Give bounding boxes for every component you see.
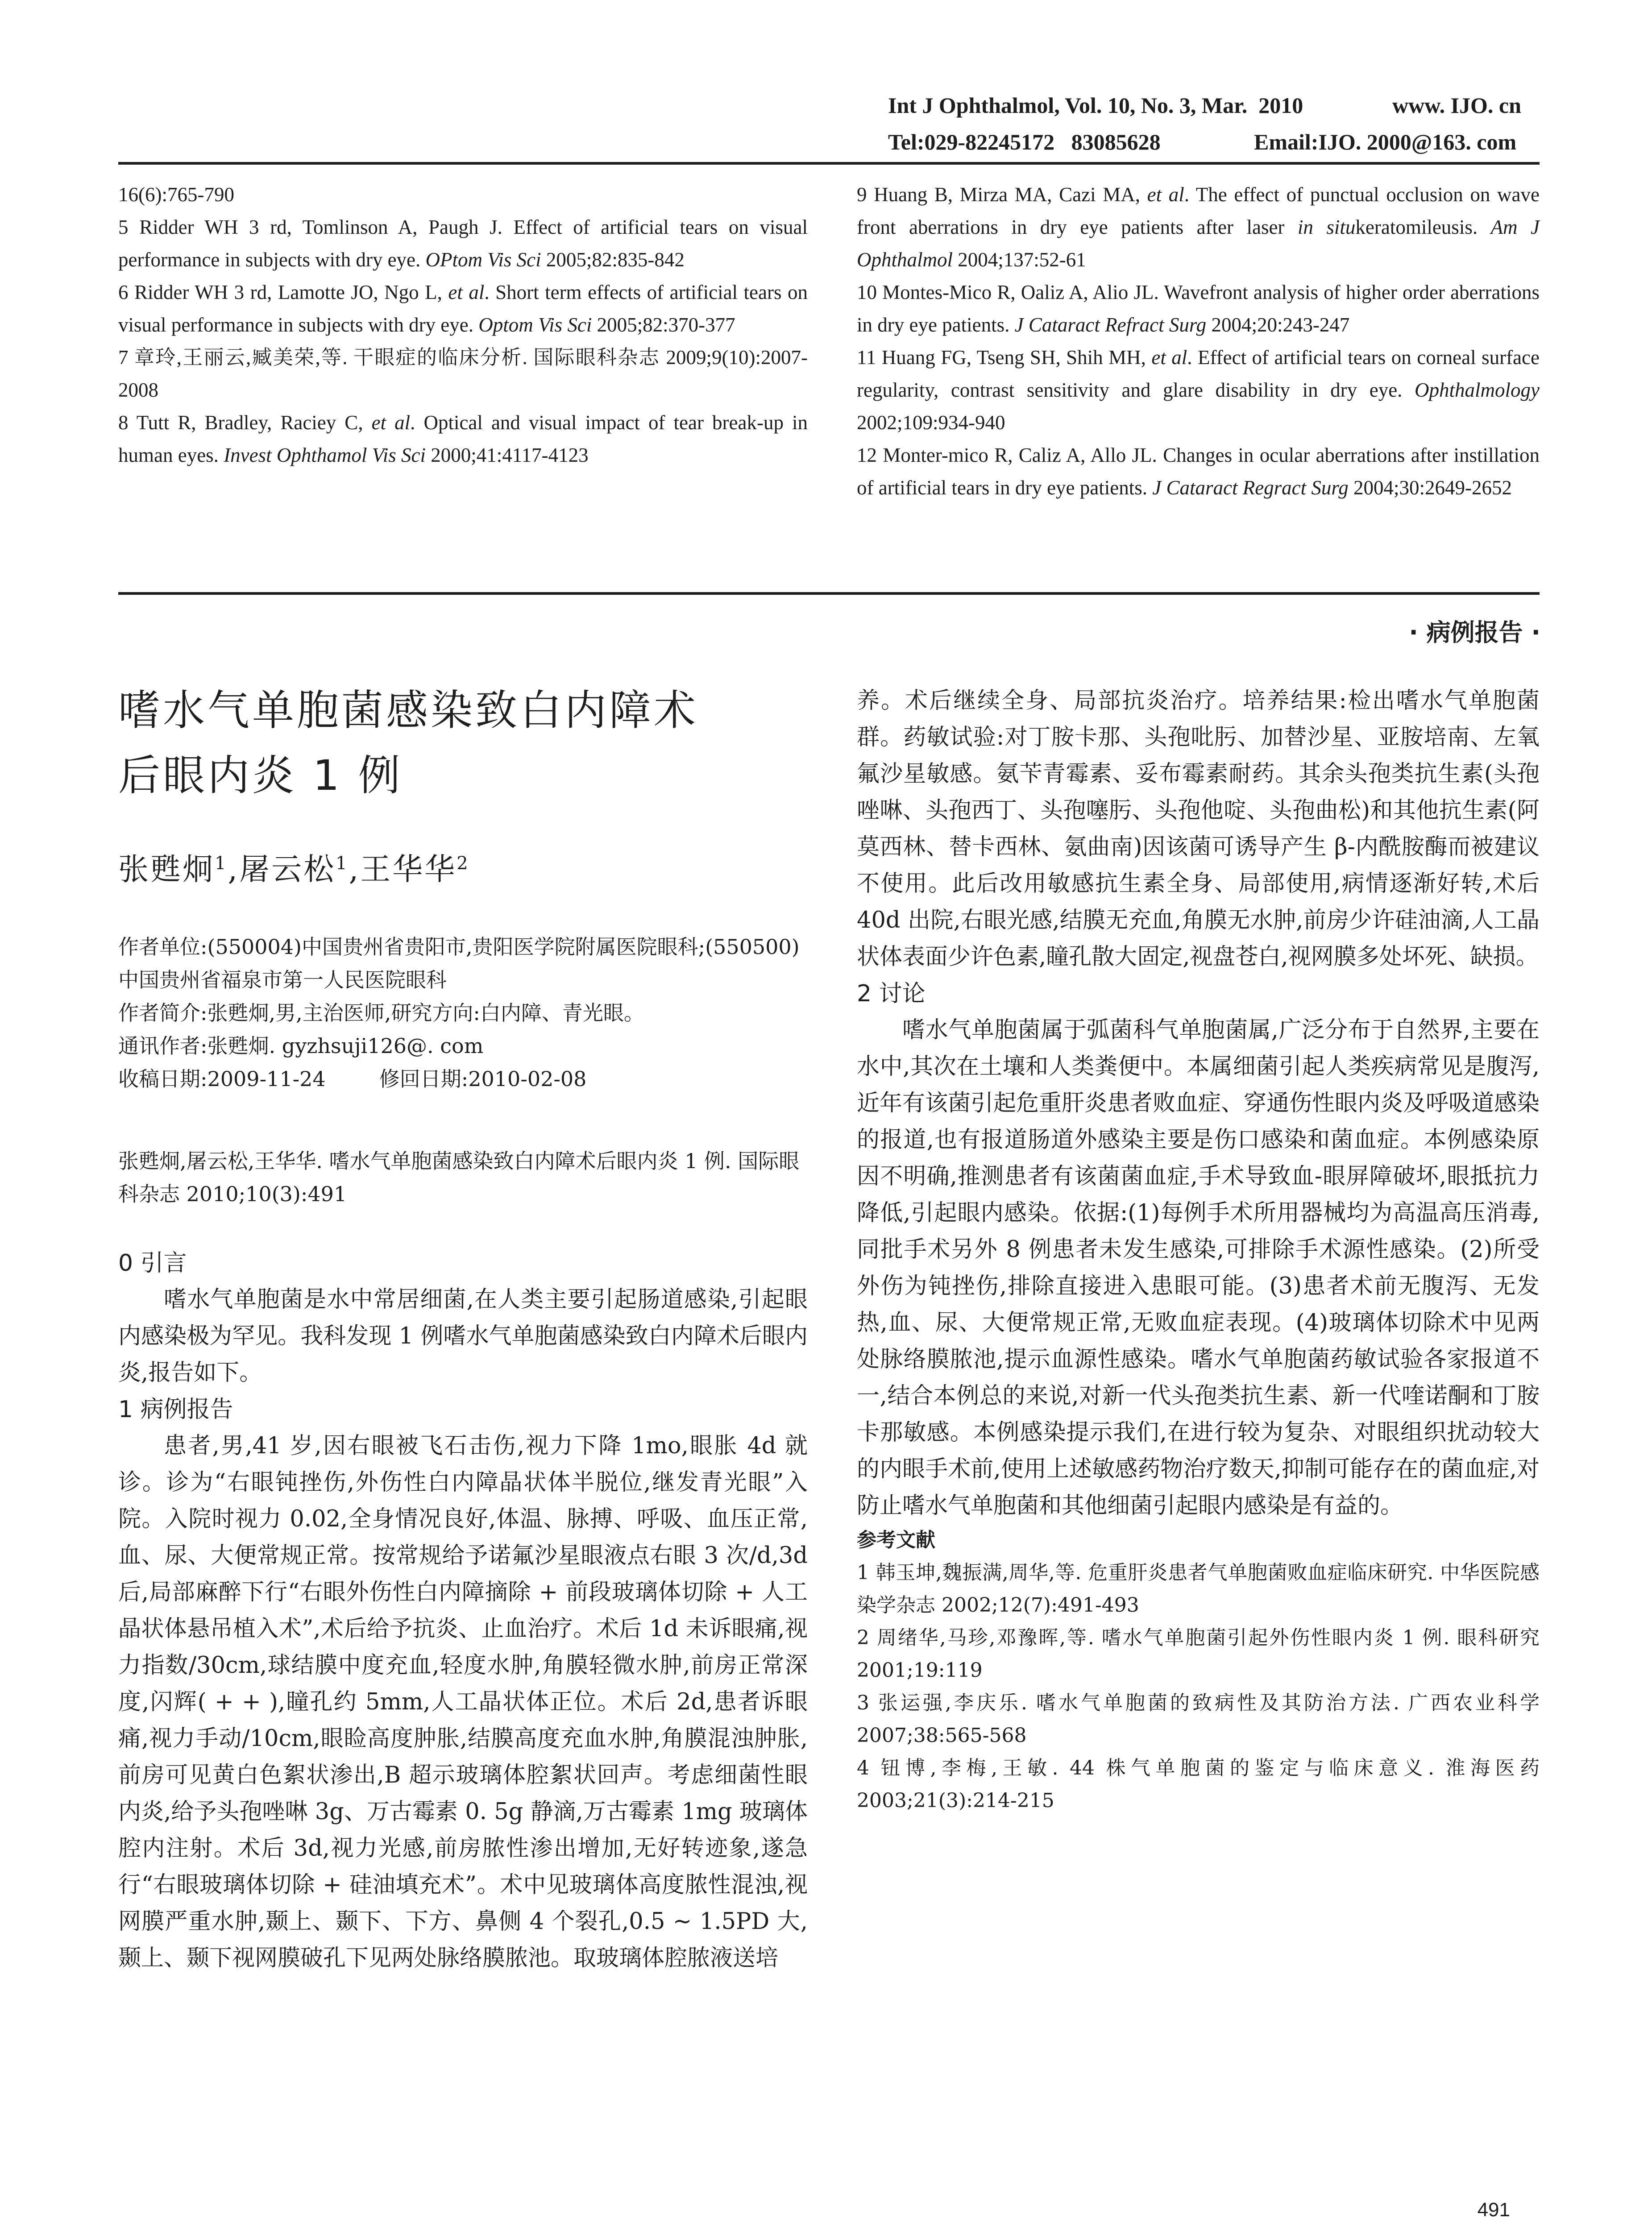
journal-header: Int J Ophthalmol, Vol. 10, No. 3, Mar. 2010	[888, 93, 1303, 118]
reference-item: 10 Montes-Mico R, Oaliz A, Alio JL. Wavefront analysis of higher order aberrations in dry eye patients. J Cataract Refract Surg 2004;20:243-247	[857, 281, 1540, 336]
author-bio: 作者简介:张甦炯,男,主治医师,研究方向:白内障、青光眼。	[118, 1001, 644, 1025]
journal-email: Email:IJO. 2000@163. com	[1254, 129, 1517, 154]
author-name: 屠云松	[239, 852, 336, 887]
references-heading: 参考文献	[857, 1529, 935, 1551]
top-references-right	[857, 178, 1540, 504]
article-separator-rule	[118, 592, 1540, 595]
title-line: 嗜水气单胞菌感染致白内障术	[118, 686, 699, 735]
reference-item: 5 Ridder WH 3 rd, Tomlinson A, Paugh J. Effect of artificial tears on visual performance in subjects with dry eye. OPtom Vis Sci 2005;82:835-842	[118, 216, 808, 271]
author-name: 王华华	[360, 852, 457, 887]
top-references-left	[118, 178, 808, 472]
journal-website: www. IJO. cn	[1392, 93, 1521, 118]
dates	[118, 1062, 808, 1095]
reference-item: 8 Tutt R, Bradley, Raciey C, et al. Optical and visual impact of tear break-up in human eyes. Invest Ophthamol Vis Sci 2000;41:4117-4123	[118, 411, 808, 466]
section-heading-case: 1 病例报告	[118, 1396, 233, 1423]
paragraph: 嗜水气单胞菌属于弧菌科气单胞菌属,广泛分布于自然界,主要在水中,其次在土壤和人类粪便中。本属细菌引起人类疾病常见是腹泻,近年有该菌引起危重肝炎患者败血症、穿通伤性眼内炎及呼吸道感染的报道,也有报道肠道外感染主要是伤口感染和菌血症。本例感染原因不明确,推测患者有该菌菌血症,手术导致血-眼屏障破坏,眼抵抗力降低,引起眼内感染。依据:(1)每例手术所用器械均为高温高压消毒,同批手术另外 8 例患者未发生感染,可排除手术源性感染。(2)所受外伤为钝挫伤,排除直接进入患眼可能。(3)患者术前无腹泻、无发热,血、尿、大便常规正常,无败血症表现。(4)玻璃体切除术中见两处脉络膜脓池,提示血源性感染。嗜水气单胞菌药敏试验各家报道不一,结合本例总的来说,对新一代头孢类抗生素、新一代喹诺酮和丁胺卡那敏感。本例感染提示我们,在进行较为复杂、对眼组织扰动较大的内眼手术前,使用上述敏感药物治疗数天,抑制可能存在的菌血症,对防止嗜水气单胞菌和其他细菌引起眼内感染是有益的。	[857, 1017, 1540, 1519]
reference-item: 6 Ridder WH 3 rd, Lamotte JO, Ngo L, et al. Short term effects of artificial tears on visual performance in subjects with dry eye. Optom Vis Sci 2005;82:370-377	[118, 281, 808, 336]
received-date: 收稿日期:2009-11-24	[118, 1067, 326, 1091]
section-heading-intro: 0 引言	[118, 1250, 187, 1277]
paragraph: 患者,男,41 岁,因右眼被飞石击伤,视力下降 1mo,眼胀 4d 就诊。诊为“右眼钝挫伤,外伤性白内障晶状体半脱位,继发青光眼”入院。入院时视力 0.02,全身情况良好,体温、脉搏、呼吸、血压正常,血、尿、大便常规正常。按常规给予诺氟沙星眼液点右眼 3 次/d,3d 后,局部麻醉下行“右眼外伤性白内障摘除 + 前段玻璃体切除 + 人工晶状体悬吊植入术”,术后给予抗炎、止血治疗。术后 1d 未诉眼痛,视力指数/30cm,球结膜中度充血,轻度水肿,角膜轻微水肿,前房正常深度,闪辉( + + ),瞳孔约 5mm,人工晶状体正位。术后 2d,患者诉眼痛,视力手动/10cm,眼睑高度肿胀,结膜高度充血水肿,角膜混浊肿胀,前房可见黄白色絮状渗出,B 超示玻璃体腔絮状回声。考虑细菌性眼内炎,给予头孢唑啉 3g、万古霉素 0. 5g 静滴,万古霉素 1mg 玻璃体腔内注射。术后 3d,视力光感,前房脓性渗出增加,无好转迹象,遂急行“右眼玻璃体切除 + 硅油填充术”。术中见玻璃体高度脓性混浊,视网膜严重水肿,颞上、颞下、下方、鼻侧 4 个裂孔,0.5 ~ 1.5PD 大,颞上、颞下视网膜破孔下见两处脉络膜脓池。取玻璃体腔脓液送培	[118, 1433, 808, 1971]
paragraph: 养。术后继续全身、局部抗炎治疗。培养结果:检出嗜水气单胞菌群。药敏试验:对丁胺卡那、头孢吡肟、加替沙星、亚胺培南、左氧氟沙星敏感。氨苄青霉素、妥布霉素耐药。其余头孢类抗生素(头孢唑啉、头孢西丁、头孢噻肟、头孢他啶、头孢曲松)和其他抗生素(阿莫西林、替卡西林、氨曲南)因该菌可诱导产生 β-内酰胺酶而被建议不使用。此后改用敏感抗生素全身、局部使用,病情逐渐好转,术后 40d 出院,右眼光感,结膜无充血,角膜无水肿,前房少许硅油滴,人工晶状体表面少许色素,瞳孔散大固定,视盘苍白,视网膜多处坏死、缺损。	[857, 688, 1540, 970]
title-line: 后眼内炎 1 例	[118, 751, 403, 800]
body-right-column	[857, 683, 1540, 1817]
journal-tel: Tel:029-82245172 83085628	[888, 129, 1161, 154]
article-title	[118, 678, 814, 809]
reference-item: 11 Huang FG, Tseng SH, Shih MH, et al. Effect of artificial tears on corneal surface regularity, contrast sensitivity and glare disability in dry eye. Ophthalmology 2002;109:934-940	[857, 346, 1540, 434]
article-meta	[118, 930, 808, 1095]
reference-item: 2 周绪华,马珍,邓豫晖,等. 嗜水气单胞菌引起外伤性眼内炎 1 例. 眼科研究 2001;19:119	[857, 1626, 1540, 1682]
reference-item: 16(6):765-790	[118, 183, 234, 206]
correspondence: 通讯作者:张甦炯. gyzhsuji126@. com	[118, 1034, 484, 1058]
reference-item: 4 钮博,李梅,王敏. 44 株气单胞菌的鉴定与临床意义. 淮海医药 2003;21(3):214-215	[857, 1757, 1540, 1812]
author-list: 张甦炯$^1$,屠云松$^1$,王华华$^2$	[118, 852, 470, 887]
affiliation: 作者单位:(550004)中国贵州省贵阳市,贵阳医学院附属医院眼科;(550500)中国贵州省福泉市第一人民医院眼科	[118, 935, 800, 992]
reference-item: 7 章玲,王丽云,臧美荣,等. 干眼症的临床分析. 国际眼科杂志 2009;9(10):2007-2008	[118, 346, 808, 401]
reference-item: 12 Monter-mico R, Caliz A, Allo JL. Changes in ocular aberrations after instillation of artificial tears in dry eye patients. J Cataract Regract Surg 2004;30:2649-2652	[857, 444, 1540, 499]
page-number: 491	[1477, 2199, 1510, 2221]
paragraph: 嗜水气单胞菌是水中常居细菌,在人类主要引起肠道感染,引起眼内感染极为罕见。我科发现 1 例嗜水气单胞菌感染致白内障术后眼内炎,报告如下。	[118, 1286, 808, 1386]
body-left-column	[118, 1245, 808, 1977]
section-tag: · 病例报告 ·	[1409, 618, 1540, 647]
revised-date: 修回日期:2010-02-08	[379, 1067, 587, 1091]
header-rule	[118, 162, 1540, 165]
author-name: 张甦炯	[118, 852, 215, 887]
reference-item: 9 Huang B, Mirza MA, Cazi MA, et al. The effect of punctual occlusion on wave front aberrations in dry eye patients after laser in situkeratomileusis. Am J Ophthalmol 2004;137:52-61	[857, 183, 1540, 271]
citation: 张甦炯,屠云松,王华华. 嗜水气单胞菌感染致白内障术后眼内炎 1 例. 国际眼科杂志 2010;10(3):491	[118, 1149, 800, 1206]
section-heading-discussion: 2 讨论	[857, 980, 926, 1007]
reference-item: 1 韩玉坤,魏振满,周华,等. 危重肝炎患者气单胞菌败血症临床研究. 中华医院感染学杂志 2002;12(7):491-493	[857, 1561, 1540, 1617]
reference-item: 3 张运强,李庆乐. 嗜水气单胞菌的致病性及其防治方法. 广西农业科学 2007;38:565-568	[857, 1692, 1540, 1747]
